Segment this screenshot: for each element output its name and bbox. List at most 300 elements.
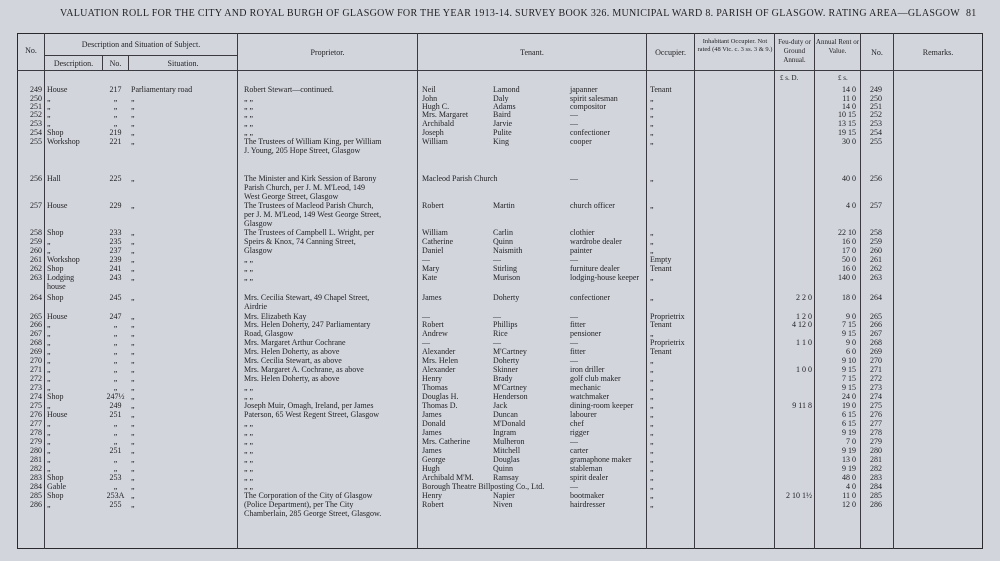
row-occupier: „ xyxy=(650,119,654,128)
row-tenant-first: Thomas D. xyxy=(422,401,458,410)
row-description: „ xyxy=(47,428,51,437)
row-tenant-last: Lamond xyxy=(493,85,520,94)
row-tenant-first: Andrew xyxy=(422,329,448,338)
row-tenant-trade: fitter xyxy=(570,320,586,329)
row-proprietor: „ „ xyxy=(244,473,254,482)
row-street-number: 219 xyxy=(109,128,122,137)
row-description: „ xyxy=(47,119,51,128)
column-rule xyxy=(893,33,894,549)
row-situation: „ xyxy=(131,464,135,473)
row-proprietor: „ „ xyxy=(244,255,254,264)
column-rule xyxy=(417,33,418,549)
row-proprietor: „ „ xyxy=(244,383,254,392)
row-tenant-first: Joseph xyxy=(422,128,444,137)
row-feu-duty: 1 1 0 xyxy=(796,338,812,347)
row-description: „ xyxy=(47,419,51,428)
row-description: Shop xyxy=(47,264,64,273)
row-street-number: „ xyxy=(113,94,118,103)
row-street-number: „ xyxy=(113,455,118,464)
row-street-number: „ xyxy=(113,356,118,365)
row-description: House xyxy=(47,201,68,210)
row-tenant-first: Neil xyxy=(422,85,436,94)
row-tenant-last: — xyxy=(493,255,501,264)
row-tenant-first: Macleod Parish Church xyxy=(422,174,498,183)
row-description: Gable xyxy=(47,482,67,491)
row-tenant-trade: — xyxy=(570,356,578,365)
row-street-number: 235 xyxy=(109,237,122,246)
row-street-number: „ xyxy=(113,347,118,356)
row-entry-number-right: 278 xyxy=(870,428,882,437)
row-entry-number: 277 xyxy=(30,419,42,428)
row-entry-number-right: 276 xyxy=(870,410,882,419)
row-feu-duty: 1 2 0 xyxy=(796,312,812,321)
row-feu-duty: 2 10 1½ xyxy=(786,491,812,500)
row-annual-rent: 9 0 xyxy=(846,338,856,347)
col-header-inhabitant: Inhabitant Occupier. Not rated (48 Vic. c. 3 ss. 3 & 9.) xyxy=(697,38,773,53)
row-situation: „ xyxy=(131,401,135,410)
row-entry-number: 257 xyxy=(30,201,42,210)
row-tenant-first: Hugh C. xyxy=(422,102,450,111)
row-entry-number: 268 xyxy=(30,338,42,347)
row-occupier: „ xyxy=(650,419,654,428)
row-proprietor: Mrs. Helen Doherty, as above xyxy=(244,374,340,383)
row-tenant-first: Archibald xyxy=(422,119,454,128)
row-situation: „ xyxy=(131,94,135,103)
row-situation: „ xyxy=(131,428,135,437)
row-situation: Parliamentary road xyxy=(131,85,193,94)
row-description: „ xyxy=(47,455,51,464)
row-proprietor: Robert Stewart—continued. xyxy=(244,85,334,94)
row-entry-number: 281 xyxy=(30,455,42,464)
row-situation: „ xyxy=(131,374,135,383)
column-rule xyxy=(860,33,861,549)
row-description: „ xyxy=(47,102,51,111)
row-street-number: 255 xyxy=(109,500,122,509)
row-street-number: „ xyxy=(113,428,118,437)
row-occupier: „ xyxy=(650,482,654,491)
row-description: „ xyxy=(47,356,51,365)
row-tenant-trade: pensioner xyxy=(570,329,602,338)
row-occupier: „ xyxy=(650,383,654,392)
row-street-number: 237 xyxy=(109,246,122,255)
row-tenant-first: Robert xyxy=(422,500,444,509)
row-situation: „ xyxy=(131,293,135,302)
column-rule xyxy=(646,33,647,549)
row-feu-duty: 2 2 0 xyxy=(796,293,812,302)
row-occupier: Tenant xyxy=(650,264,672,273)
row-situation: „ xyxy=(131,491,135,500)
row-entry-number-right: 286 xyxy=(870,500,882,509)
row-proprietor: The Trustees of William King, per William J. Young, 205 Hope Street, Glasgow xyxy=(244,137,382,155)
row-proprietor: Mrs. Cecilia Stewart, as above xyxy=(244,356,342,365)
row-entry-number-right: 253 xyxy=(870,119,882,128)
row-situation: „ xyxy=(131,102,135,111)
row-tenant-last: Mulheron xyxy=(493,437,525,446)
row-tenant-trade: church officer xyxy=(570,201,615,210)
row-tenant-first: James xyxy=(422,446,442,455)
row-annual-rent: 16 0 xyxy=(842,264,856,273)
row-occupier: „ xyxy=(650,128,654,137)
row-street-number: „ xyxy=(113,464,118,473)
row-description: „ xyxy=(47,383,51,392)
row-street-number: „ xyxy=(113,374,118,383)
row-tenant-trade: japanner xyxy=(570,85,598,94)
row-tenant-first: Robert xyxy=(422,201,444,210)
row-entry-number: 284 xyxy=(30,482,42,491)
row-entry-number-right: 252 xyxy=(870,110,882,119)
row-proprietor: The Trustees of Macleod Parish Church, per J. M. M'Leod, 149 West George Street, Glasgow xyxy=(244,201,382,228)
row-tenant-last: Jack xyxy=(493,401,508,410)
row-situation: „ xyxy=(131,446,135,455)
row-annual-rent: 50 0 xyxy=(842,255,856,264)
row-entry-number: 260 xyxy=(30,246,42,255)
row-tenant-trade: — xyxy=(570,110,578,119)
row-occupier: „ xyxy=(650,446,654,455)
row-tenant-last: Duncan xyxy=(493,410,518,419)
row-tenant-trade: golf club maker xyxy=(570,374,621,383)
row-entry-number-right: 280 xyxy=(870,446,882,455)
row-tenant-last: M'Donald xyxy=(493,419,526,428)
row-street-number: 247½ xyxy=(106,392,125,401)
row-entry-number: 261 xyxy=(30,255,42,264)
row-tenant-last: Doherty xyxy=(493,293,520,302)
row-tenant-first: Archibald M'M. xyxy=(422,473,474,482)
row-situation: „ xyxy=(131,329,135,338)
col-header-rent: Annual Rent or Value. xyxy=(815,38,860,55)
row-entry-number: 258 xyxy=(30,228,42,237)
row-entry-number-right: 265 xyxy=(870,312,882,321)
row-tenant-first: Kate xyxy=(422,273,438,282)
row-description: Shop xyxy=(47,473,64,482)
row-tenant-first: Henry xyxy=(422,374,442,383)
row-tenant-last: M'Cartney xyxy=(493,347,527,356)
row-entry-number-right: 272 xyxy=(870,374,882,383)
feu-units: £ s. D. xyxy=(780,74,799,82)
row-proprietor: „ „ xyxy=(244,102,254,111)
row-annual-rent: 11 0 xyxy=(842,94,856,103)
row-proprietor: „ „ xyxy=(244,273,254,282)
col-header-occupier: Occupier. xyxy=(655,48,686,57)
row-tenant-trade: hairdresser xyxy=(570,500,606,509)
row-entry-number-right: 254 xyxy=(870,128,882,137)
row-description: „ xyxy=(47,110,51,119)
row-tenant-trade: spirit dealer xyxy=(570,473,608,482)
row-tenant-first: Borough Theatre Billposting Co., Ltd. xyxy=(422,482,545,491)
row-feu-duty: 1 0 0 xyxy=(796,365,812,374)
row-annual-rent: 9 19 xyxy=(842,428,856,437)
row-street-number: 225 xyxy=(109,174,122,183)
row-street-number: 233 xyxy=(109,228,122,237)
row-tenant-first: — xyxy=(422,338,430,347)
row-description: „ xyxy=(47,246,51,255)
row-description: „ xyxy=(47,500,51,509)
row-tenant-last: Adams xyxy=(493,102,516,111)
row-street-number: 253 xyxy=(109,473,122,482)
row-entry-number: 264 xyxy=(30,293,42,302)
row-entry-number: 259 xyxy=(30,237,42,246)
row-proprietor: „ „ xyxy=(244,419,254,428)
row-entry-number: 278 xyxy=(30,428,42,437)
row-tenant-trade: cooper xyxy=(570,137,592,146)
row-tenant-last: Carlin xyxy=(493,228,513,237)
row-occupier: „ xyxy=(650,464,654,473)
row-tenant-first: — xyxy=(422,255,430,264)
row-annual-rent: 9 15 xyxy=(842,365,856,374)
row-description: „ xyxy=(47,338,51,347)
row-proprietor: Mrs. Helen Doherty, 247 Parliamentary Road, Glasgow xyxy=(244,320,371,338)
row-annual-rent: 9 10 xyxy=(842,356,856,365)
row-annual-rent: 14 0 xyxy=(842,85,856,94)
col-header-no: No. xyxy=(25,46,37,55)
row-entry-number-right: 259 xyxy=(870,237,882,246)
row-proprietor: Mrs. Helen Doherty, as above xyxy=(244,347,340,356)
row-annual-rent: 16 0 xyxy=(842,237,856,246)
row-annual-rent: 10 15 xyxy=(838,110,856,119)
row-occupier: „ xyxy=(650,428,654,437)
row-occupier: „ xyxy=(650,401,654,410)
row-tenant-trade: chef xyxy=(570,419,584,428)
row-tenant-first: Douglas H. xyxy=(422,392,459,401)
row-street-number: 241 xyxy=(109,264,122,273)
column-rule xyxy=(694,33,695,549)
row-proprietor: „ „ xyxy=(244,437,254,446)
row-tenant-last: Brady xyxy=(493,374,513,383)
row-street-number: „ xyxy=(113,102,118,111)
row-street-number: 221 xyxy=(109,137,122,146)
row-tenant-first: Hugh xyxy=(422,464,440,473)
row-proprietor: „ „ xyxy=(244,392,254,401)
row-occupier: „ xyxy=(650,102,654,111)
row-tenant-last: Quinn xyxy=(493,464,513,473)
row-entry-number-right: 279 xyxy=(870,437,882,446)
row-tenant-trade: painter xyxy=(570,246,593,255)
row-street-number: 247 xyxy=(109,312,122,321)
row-tenant-last: Murison xyxy=(493,273,521,282)
row-street-number: „ xyxy=(113,365,118,374)
row-tenant-first: Thomas xyxy=(422,383,448,392)
row-annual-rent: 140 0 xyxy=(838,273,856,282)
row-situation: „ xyxy=(131,110,135,119)
row-tenant-last: Daly xyxy=(493,94,509,103)
row-entry-number-right: 284 xyxy=(870,482,882,491)
row-tenant-trade: — xyxy=(570,338,578,347)
row-occupier: „ xyxy=(650,374,654,383)
row-street-number: „ xyxy=(113,482,118,491)
row-tenant-last: Skinner xyxy=(493,365,518,374)
row-description: „ xyxy=(47,94,51,103)
row-entry-number-right: 277 xyxy=(870,419,882,428)
row-tenant-last: Henderson xyxy=(493,392,528,401)
row-occupier: Empty xyxy=(650,255,672,264)
row-tenant-last: Baird xyxy=(493,110,511,119)
row-tenant-last: Rice xyxy=(493,329,508,338)
row-occupier: „ xyxy=(650,246,654,255)
row-tenant-first: Alexander xyxy=(422,347,456,356)
row-annual-rent: 22 10 xyxy=(838,228,856,237)
row-annual-rent: 4 0 xyxy=(846,201,856,210)
row-occupier: Tenant xyxy=(650,347,672,356)
row-entry-number: 285 xyxy=(30,491,42,500)
col-header-no-right: No. xyxy=(871,48,883,57)
row-tenant-trade: confectioner xyxy=(570,128,610,137)
row-tenant-trade: wardrobe dealer xyxy=(570,237,622,246)
row-entry-number: 273 xyxy=(30,383,42,392)
row-occupier: „ xyxy=(650,500,654,509)
row-annual-rent: 7 15 xyxy=(842,320,856,329)
row-occupier: „ xyxy=(650,410,654,419)
row-situation: „ xyxy=(131,356,135,365)
row-tenant-first: Mrs. Margaret xyxy=(422,110,469,119)
row-street-number: 245 xyxy=(109,293,122,302)
row-entry-number: 283 xyxy=(30,473,42,482)
row-occupier: „ xyxy=(650,329,654,338)
row-description: „ xyxy=(47,347,51,356)
row-entry-number: 279 xyxy=(30,437,42,446)
row-tenant-first: Donald xyxy=(422,419,446,428)
row-occupier: Proprietrix xyxy=(650,312,685,321)
row-entry-number: 249 xyxy=(30,85,42,94)
row-entry-number-right: 258 xyxy=(870,228,882,237)
row-entry-number: 255 xyxy=(30,137,42,146)
row-entry-number-right: 269 xyxy=(870,347,882,356)
row-situation: „ xyxy=(131,320,135,329)
row-annual-rent: 13 15 xyxy=(838,119,856,128)
row-street-number: „ xyxy=(113,329,118,338)
row-tenant-trade: compositor xyxy=(570,102,606,111)
row-occupier: Tenant xyxy=(650,320,672,329)
row-occupier: „ xyxy=(650,392,654,401)
row-entry-number-right: 281 xyxy=(870,455,882,464)
row-proprietor: Mrs. Margaret A. Cochrane, as above xyxy=(244,365,364,374)
row-tenant-last: Ramsay xyxy=(493,473,519,482)
row-tenant-last: Jarvie xyxy=(493,119,513,128)
row-tenant-trade: lodging-house keeper xyxy=(570,273,640,282)
row-street-number: „ xyxy=(113,320,118,329)
row-occupier: „ xyxy=(650,437,654,446)
row-proprietor: „ „ xyxy=(244,110,254,119)
row-entry-number: 270 xyxy=(30,356,42,365)
row-annual-rent: 18 0 xyxy=(842,293,856,302)
row-entry-number: 263 xyxy=(30,273,42,282)
row-occupier: „ xyxy=(650,201,654,210)
row-occupier: Tenant xyxy=(650,85,672,94)
row-tenant-first: Mary xyxy=(422,264,440,273)
row-entry-number-right: 266 xyxy=(870,320,882,329)
row-occupier: „ xyxy=(650,110,654,119)
row-tenant-trade: furniture dealer xyxy=(570,264,620,273)
row-tenant-trade: mechanic xyxy=(570,383,601,392)
row-entry-number-right: 261 xyxy=(870,255,882,264)
row-description: Shop xyxy=(47,293,64,302)
row-tenant-last: Phillips xyxy=(493,320,518,329)
row-proprietor: Mrs. Margaret Arthur Cochrane xyxy=(244,338,346,347)
row-situation: „ xyxy=(131,174,135,183)
row-street-number: 239 xyxy=(109,255,122,264)
row-feu-duty: 9 11 8 xyxy=(792,401,812,410)
row-tenant-first: William xyxy=(422,137,448,146)
row-annual-rent: 7 0 xyxy=(846,437,856,446)
row-proprietor: „ „ xyxy=(244,446,254,455)
col-header-tenant: Tenant. xyxy=(520,48,544,57)
row-situation: „ xyxy=(131,128,135,137)
row-occupier: „ xyxy=(650,455,654,464)
row-tenant-trade: bootmaker xyxy=(570,491,605,500)
row-description: „ xyxy=(47,374,51,383)
row-street-number: „ xyxy=(113,119,118,128)
row-proprietor: Mrs. Cecilia Stewart, 49 Chapel Street, Airdrie xyxy=(244,293,370,311)
column-rule xyxy=(814,33,815,549)
col-header-number: No. xyxy=(109,59,122,68)
row-situation: „ xyxy=(131,338,135,347)
row-proprietor: „ „ xyxy=(244,464,254,473)
row-tenant-last: Niven xyxy=(493,500,513,509)
row-tenant-trade: carter xyxy=(570,446,589,455)
row-situation: „ xyxy=(131,137,135,146)
row-situation: „ xyxy=(131,273,135,282)
row-street-number: 249 xyxy=(109,401,122,410)
row-entry-number-right: 250 xyxy=(870,94,882,103)
row-tenant-trade: fitter xyxy=(570,347,586,356)
row-annual-rent: 4 0 xyxy=(846,482,856,491)
column-rule xyxy=(774,33,775,549)
row-entry-number: 272 xyxy=(30,374,42,383)
row-street-number: 243 xyxy=(109,273,122,282)
row-proprietor: „ „ xyxy=(244,455,254,464)
row-entry-number: 267 xyxy=(30,329,42,338)
col-header-situation: Situation. xyxy=(167,59,199,68)
row-tenant-trade: iron driller xyxy=(570,365,605,374)
row-entry-number: 253 xyxy=(30,119,42,128)
row-proprietor: „ „ xyxy=(244,264,254,273)
row-annual-rent: 13 0 xyxy=(842,455,856,464)
col-header-feu: Feu-duty or Ground Annual. xyxy=(778,38,811,64)
col-header-description: Description. xyxy=(53,59,94,68)
row-occupier: „ xyxy=(650,94,654,103)
row-occupier: „ xyxy=(650,356,654,365)
row-street-number: „ xyxy=(113,383,118,392)
row-description: „ xyxy=(47,365,51,374)
row-entry-number: 251 xyxy=(30,102,42,111)
row-tenant-first: James xyxy=(422,293,442,302)
row-tenant-first: Henry xyxy=(422,491,442,500)
row-entry-number-right: 260 xyxy=(870,246,882,255)
row-entry-number: 252 xyxy=(30,110,42,119)
row-situation: „ xyxy=(131,246,135,255)
row-tenant-trade: labourer xyxy=(570,410,597,419)
row-situation: „ xyxy=(131,201,135,210)
row-tenant-trade: stableman xyxy=(570,464,603,473)
row-street-number: 251 xyxy=(109,410,122,419)
row-annual-rent: 9 19 xyxy=(842,446,856,455)
page-header xyxy=(0,6,1000,22)
row-tenant-last: Naismith xyxy=(493,246,523,255)
row-description: Hall xyxy=(47,174,61,183)
row-proprietor: „ „ xyxy=(244,94,254,103)
row-entry-number-right: 283 xyxy=(870,473,882,482)
row-tenant-first: Alexander xyxy=(422,365,456,374)
row-situation: „ xyxy=(131,119,135,128)
row-tenant-last: King xyxy=(493,137,509,146)
row-description: House xyxy=(47,312,68,321)
column-rule xyxy=(237,33,238,549)
row-entry-number: 276 xyxy=(30,410,42,419)
row-annual-rent: 9 0 xyxy=(846,312,856,321)
row-street-number: „ xyxy=(113,338,118,347)
row-tenant-last: Mitchell xyxy=(493,446,521,455)
row-situation: „ xyxy=(131,365,135,374)
row-annual-rent: 12 0 xyxy=(842,500,856,509)
row-tenant-first: Daniel xyxy=(422,246,444,255)
